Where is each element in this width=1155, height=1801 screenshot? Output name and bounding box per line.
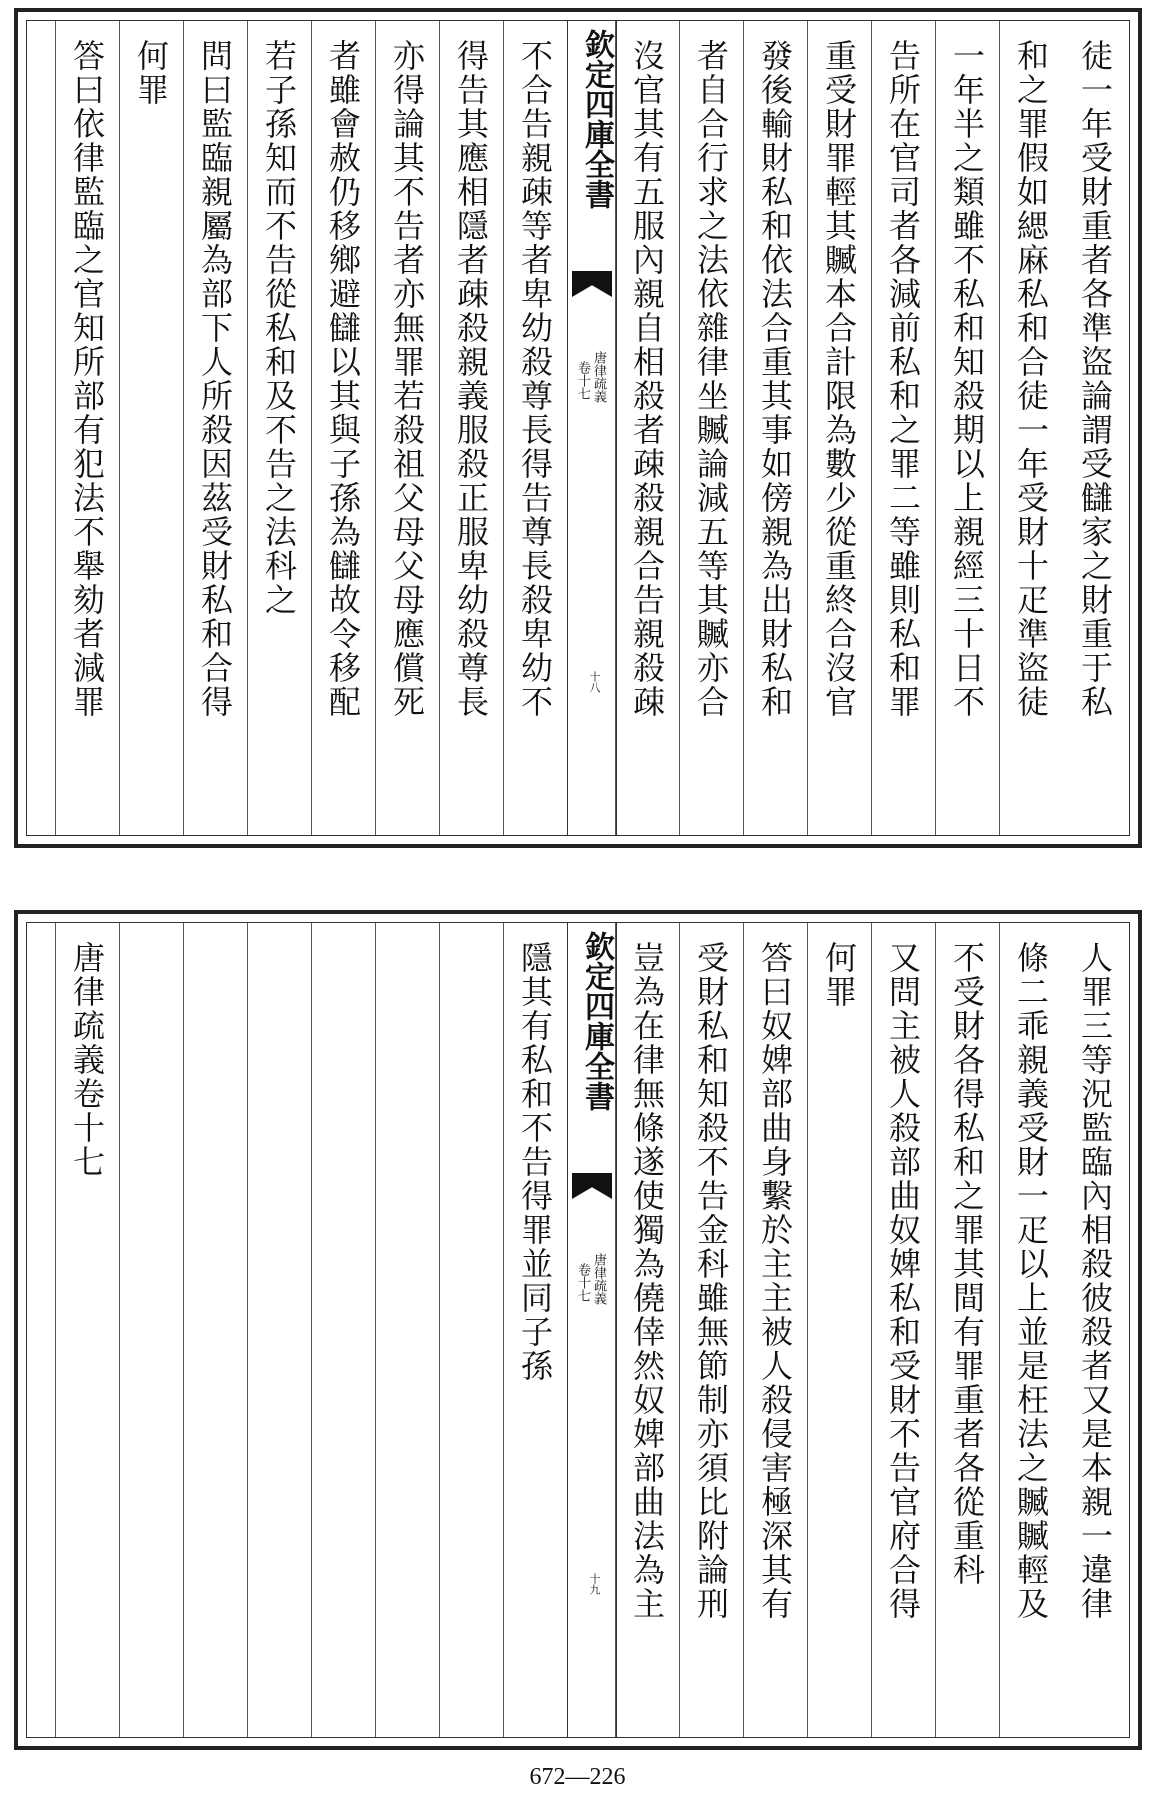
gutter-title: 欽定四庫全書 [579,931,614,1111]
text-column: 隱其有私和不告得罪並同子孫 [503,923,567,1737]
juan-end-title: 唐律疏義卷十七 [55,923,119,1737]
fishtail-mark [572,271,612,297]
gutter-book-title: 唐律疏義 [591,1253,606,1305]
text-column: 和之罪假如緦麻私和合徒一年受財十疋準盜徒 [999,21,1063,835]
text-column: 重受財罪輕其贓本合計限為數少從重終合沒官 [807,21,871,835]
empty-column [439,923,503,1737]
text-column: 不合告親疎等者卑幼殺尊長得告尊長殺卑幼不 [503,21,567,835]
text-column: 人罪三等況監臨內相殺彼殺者又是本親一違律 [1076,941,1114,1621]
text-column: 不受財各得私和之罪其間有罪重者各從重科 [935,923,999,1737]
empty-column [375,923,439,1737]
top-page-frame [26,20,1130,836]
gutter-book-title: 唐律疏義 [591,351,606,403]
text-column: 豈為在律無條遂使獨為僥倖然奴婢部曲法為主 [615,923,679,1737]
text-column: 發後輸財私和依法合重其事如傍親為出財私和 [743,21,807,835]
gutter-juan: 卷十七 [575,1263,590,1302]
bottom-page-frame [26,922,1130,1738]
top-page [14,8,1142,848]
gutter-leaf-number: 十八 [588,671,601,693]
text-column: 條二乖親義受財一疋以上並是枉法之贓贓輕及 [999,923,1063,1737]
empty-column [311,923,375,1737]
text-column: 何罪 [119,21,183,835]
text-column: 答曰奴婢部曲身繫於主主被人殺侵害極深其有 [743,923,807,1737]
text-column: 一年半之類雖不私和知殺期以上親經三十日不 [935,21,999,835]
center-gutter [567,21,617,835]
text-column: 告所在官司者各減前私和之罪二等雖則私和罪 [871,21,935,835]
text-column: 者自合行求之法依雜律坐贓論減五等其贓亦合 [679,21,743,835]
text-column: 問曰監臨親屬為部下人所殺因茲受財私和合得 [183,21,247,835]
bottom-page [14,910,1142,1750]
text-column: 何罪 [807,923,871,1737]
text-column: 又問主被人殺部曲奴婢私和受財不告官府合得 [871,923,935,1737]
empty-column [183,923,247,1737]
text-column: 受財私和知殺不告金科雖無節制亦須比附論刑 [679,923,743,1737]
text-column: 得告其應相隱者疎殺親義服殺正服卑幼殺尊長 [439,21,503,835]
empty-column [247,923,311,1737]
gutter-leaf-number: 十九 [588,1573,601,1595]
empty-column [119,923,183,1737]
gutter-juan: 卷十七 [575,361,590,400]
text-column: 沒官其有五服內親自相殺者疎殺親合告親殺疎 [615,21,679,835]
gutter-title: 欽定四庫全書 [579,29,614,209]
text-column: 徒一年受財重者各準盜論謂受讎家之財重于私 [1076,39,1114,719]
text-column: 若子孫知而不告從私和及不告之法科之 [247,21,311,835]
fishtail-mark [572,1173,612,1199]
text-column: 亦得論其不告者亦無罪若殺祖父母父母應償死 [375,21,439,835]
text-column: 者雖會赦仍移鄉避讎以其與子孫為讎故令移配 [311,21,375,835]
page-number-footer: 672—226 [529,1764,626,1790]
center-gutter [567,923,617,1737]
text-column: 答曰依律監臨之官知所部有犯法不舉劾者減罪 [55,21,119,835]
